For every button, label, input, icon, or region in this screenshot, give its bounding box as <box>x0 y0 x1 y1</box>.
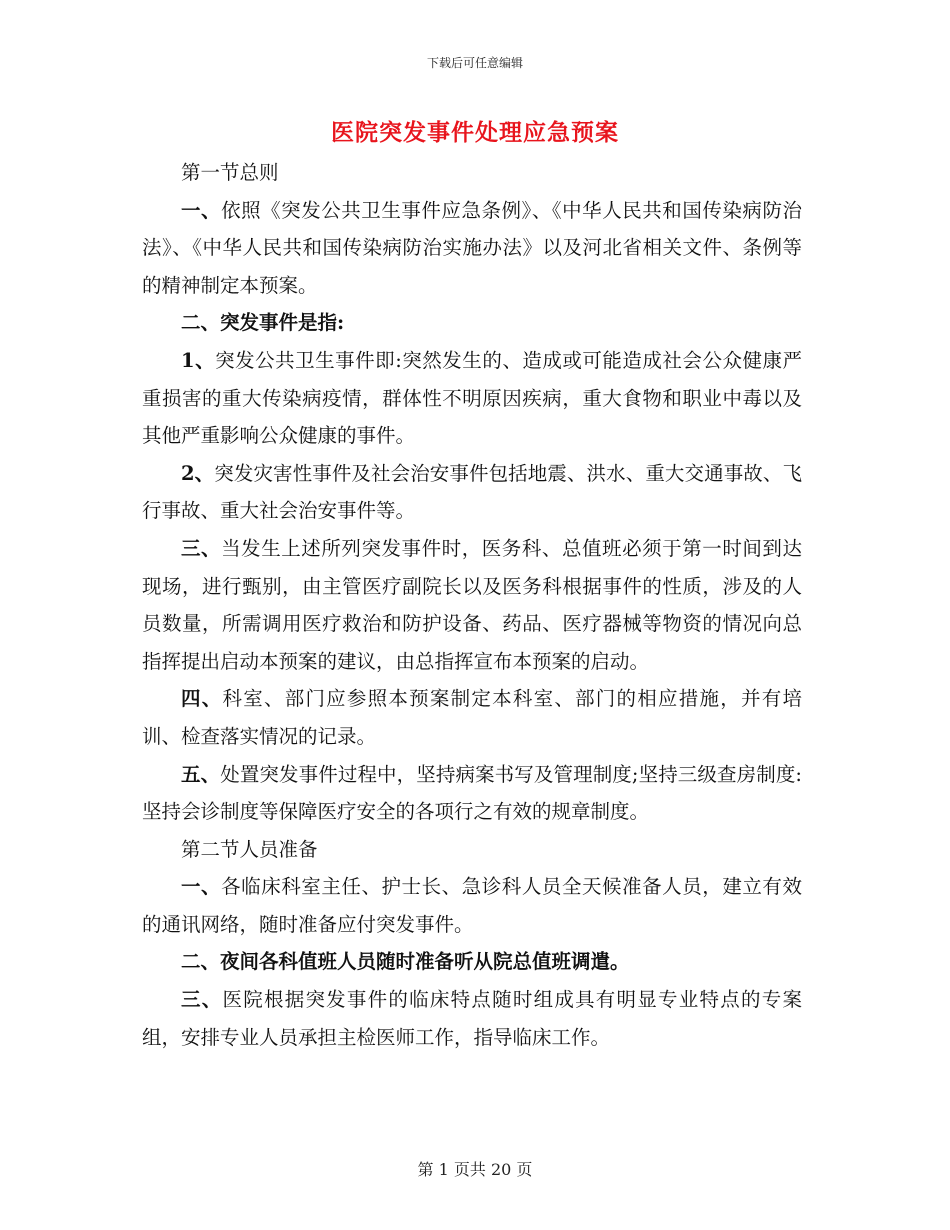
paragraph-6 <box>142 680 802 755</box>
section-heading-1: 第一节总则 <box>181 161 279 184</box>
paragraph-1-number: 一、 <box>181 198 222 222</box>
paragraph-3-number: 1、 <box>181 348 216 372</box>
paragraph-3-text: 突发公共卫生事件即:突然发生的、造成或可能造成社会公众健康严重损害的重大传染病疫情，群体性不明原因疾病，重大食物和职业中毒以及其他严重影响公众健康的事件。 <box>142 348 802 448</box>
paragraph-8 <box>142 868 802 943</box>
paragraph-3 <box>142 342 802 455</box>
paragraph-7-number: 五、 <box>181 762 221 786</box>
paragraph-4 <box>142 455 802 530</box>
paragraph-6-text: 科室、部门应参照本预案制定本科室、部门的相应措施，并有培训、检查落实情况的记录。 <box>142 687 802 748</box>
paragraph-1 <box>142 192 802 305</box>
paragraph-6-number: 四、 <box>181 687 223 711</box>
paragraph-4-text: 突发灾害性事件及社会治安事件包括地震、洪水、重大交通事故、飞行事故、重大社会治安事件等。 <box>142 461 802 523</box>
document-body <box>142 154 802 1056</box>
paragraph-8-text: 各临床科室主任、护士长、急诊科人员全天候准备人员，建立有效的通讯网络，随时准备应付突发事件。 <box>142 875 802 936</box>
document-title: 医院突发事件处理应急预案 <box>331 119 619 146</box>
section-heading-2: 第二节人员准备 <box>181 837 318 861</box>
paragraph-9: 二、夜间各科值班人员随时准备听从院总值班调遣。 <box>181 950 630 974</box>
header-note: 下载后可任意编辑 <box>426 56 523 70</box>
paragraph-5-text: 当发生上述所列突发事件时，医务科、总值班必须于第一时间到达现场，进行甄别，由主管医疗副院长以及医务科根据事件的性质，涉及的人员数量，所需调用医疗救治和防护设备、药品、医疗器械等物资的情况向总指挥提出启动本预案的建议，由总指挥宣布本预案的启动。 <box>142 536 802 673</box>
paragraph-10 <box>142 981 802 1056</box>
paragraph-7 <box>142 756 802 831</box>
paragraph-7-text: 处置突发事件过程中，坚持病案书写及管理制度;坚持三级查房制度:坚持会诊制度等保障医疗安全的各项行之有效的规章制度。 <box>142 762 802 824</box>
paragraph-10-text: 医院根据突发事件的临床特点随时组成具有明显专业特点的专案组，安排专业人员承担主检医师工作，指导临床工作。 <box>142 988 802 1049</box>
paragraph-10-number: 三、 <box>181 988 223 1012</box>
paragraph-2: 二、突发事件是指: <box>181 311 345 335</box>
paragraph-4-number: 2、 <box>181 461 215 485</box>
paragraph-8-number: 一、 <box>181 875 222 899</box>
page-footer: 第 1 页共 20 页 <box>417 1160 533 1179</box>
paragraph-1-text: 依照《突发公共卫生事件应急条例》、《中华人民共和国传染病防治法》、《中华人民共和国传染病防治实施办法》以及河北省相关文件、条例等的精神制定本预案。 <box>142 198 802 297</box>
paragraph-5 <box>142 530 802 680</box>
paragraph-5-number: 三、 <box>181 536 222 560</box>
